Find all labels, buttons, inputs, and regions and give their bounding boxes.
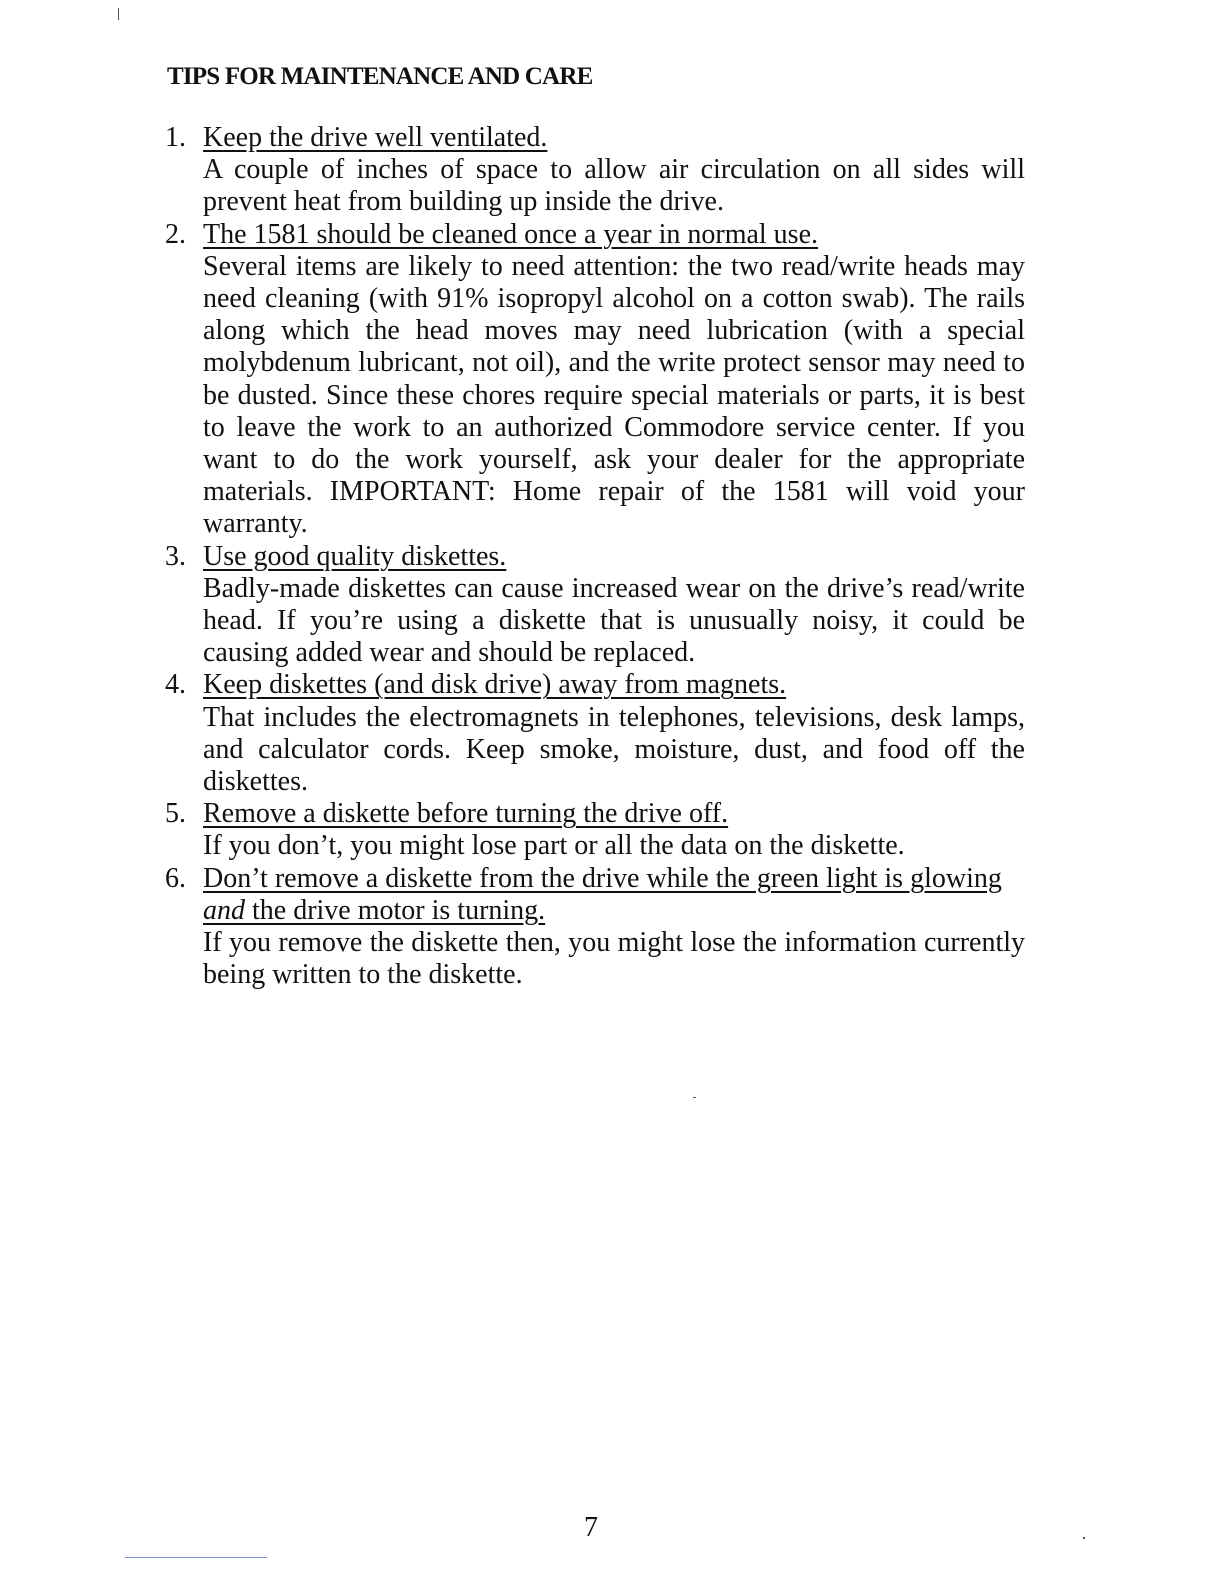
page-number: 7 [584,1512,598,1543]
scan-mark [1083,1537,1085,1539]
tip-item-6 [0,863,1025,992]
tip-body: If you remove the diskette then, you might lose the information currently being written to the diskette. [203,927,1025,991]
tip-body: A couple of inches of space to allow air circulation on all sides will prevent heat from building up inside the drive. [203,154,1025,218]
page-title: TIPS FOR MAINTENANCE AND CARE [167,63,593,90]
tip-heading [203,863,1002,926]
tip-item-1 [0,122,1025,219]
tip-number: 4. [165,669,186,701]
tip-heading: The 1581 should be cleaned once a year in normal use. [203,218,819,250]
tip-body: That includes the electromagnets in telephones, televisions, desk lamps, and calculator cords. Keep smoke, moisture, dust, and food off the diskettes. [203,701,1025,798]
tip-heading: Use good quality diskettes. [203,540,507,572]
tip-heading: Keep the drive well ventilated. [203,122,548,153]
tip-item-3 [0,541,1025,670]
tip-item-4 [0,669,1025,798]
tip-heading-part: Don’t remove a diskette from the drive while the green light is glowing [203,862,1002,894]
scan-mark [693,1097,696,1098]
tip-heading: Keep diskettes (and disk drive) away from magnets. [203,669,787,701]
tip-body: Several items are likely to need attention: the two read/write heads may need cleaning (with 91% isopropyl alcohol on a cotton swab). The rails along which the head moves may need lubrication (with a special molybdenum lubricant, not oil), and the write protect sensor may need to be dusted. Since these chores require special materials or parts, it is best to leave the work to an authorized Commodore service center. If you want to do the work yourself, ask your dealer for the appropriate materials. IMPORTANT: Home repair of the 1581 will void your warranty. [203,250,1025,540]
scan-mark [118,8,119,20]
tip-body: Badly-made diskettes can cause increased wear on the drive’s read/write head. If you’re using a diskette that is unusually noisy, it could be causing added wear and should be replaced. [203,572,1025,669]
tip-item-2 [0,219,1025,541]
bottom-rule [125,1557,267,1558]
tip-heading-emphasis: and [203,894,245,926]
tip-body: If you don’t, you might lose part or all the data on the diskette. [203,830,905,862]
tip-item-5 [0,798,1025,862]
tip-number: 1. [165,122,186,153]
tip-number: 5. [165,798,186,830]
tip-number: 3. [165,540,186,572]
tip-heading: Remove a diskette before turning the drive off. [203,798,729,830]
tips-list [0,122,1224,991]
tip-number: 6. [165,862,186,894]
tip-heading-part: the drive motor is turning. [252,894,546,926]
tip-number: 2. [165,218,186,250]
